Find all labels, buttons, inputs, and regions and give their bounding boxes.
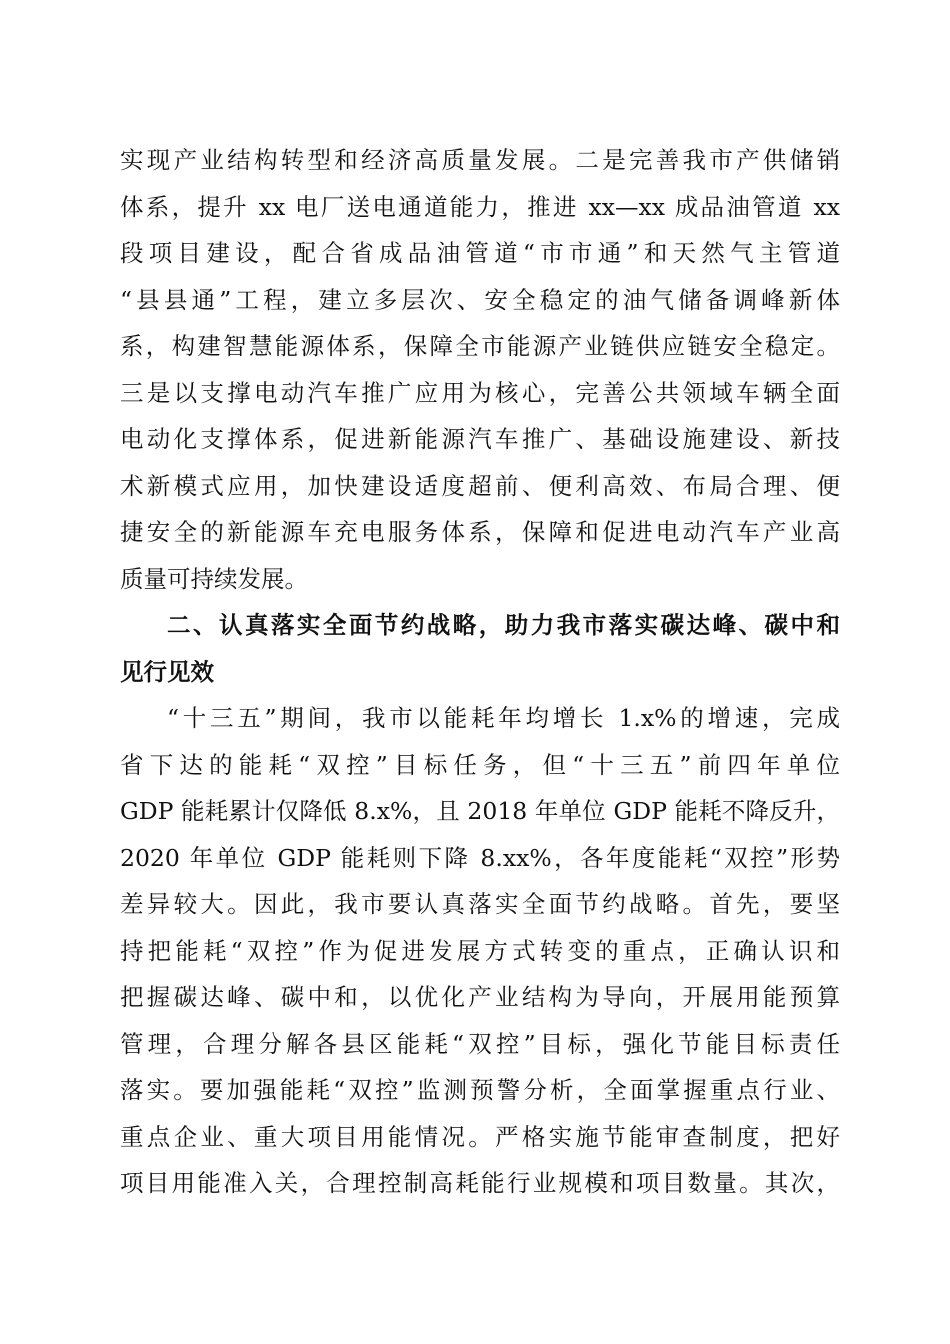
text-line: 省下达的能耗“双控”目标任务，但“十三五”前四年单位 (120, 751, 840, 779)
text-line: 体系，提升 xx 电厂送电通道能力，推进 xx—xx 成品油管道 xx (120, 193, 840, 221)
text-line: 差异较大。因此，我市要认真落实全面节约战略。首先，要坚 (120, 890, 840, 918)
text-line: 术新模式应用，加快建设适度超前、便利高效、布局合理、便 (120, 472, 840, 500)
heading-line: 二、认真落实全面节约战略，助力我市落实碳达峰、碳中和 (167, 611, 840, 639)
text-line: 重点企业、重大项目用能情况。严格实施节能审查制度，把好 (120, 1123, 840, 1151)
heading-line: 见行见效 (120, 658, 214, 686)
text-line: 把握碳达峰、碳中和，以优化产业结构为导向，开展用能预算 (120, 983, 840, 1011)
text-line: 系，构建智慧能源体系，保障全市能源产业链供应链安全稳定。 (120, 332, 840, 360)
text-line: 实现产业结构转型和经济高质量发展。二是完善我市产供储销 (120, 146, 840, 174)
text-line: 管理，合理分解各县区能耗“双控”目标，强化节能目标责任 (120, 1030, 840, 1058)
text-line: 段项目建设，配合省成品油管道“市市通”和天然气主管道 (120, 239, 840, 267)
text-line: 持把能耗“双控”作为促进发展方式转变的重点，正确认识和 (120, 937, 840, 965)
text-line: 三是以支撑电动汽车推广应用为核心，完善公共领域车辆全面 (120, 379, 840, 407)
text-line: 质量可持续发展。 (120, 565, 308, 593)
text-line: “县县通”工程，建立多层次、安全稳定的油气储备调峰新体 (120, 286, 840, 314)
text-line: 项目用能准入关，合理控制高耗能行业规模和项目数量。其次， (120, 1169, 840, 1197)
text-line: “十三五”期间，我市以能耗年均增长 1.x%的增速，完成 (167, 704, 840, 732)
text-line: 落实。要加强能耗“双控”监测预警分析，全面掌握重点行业、 (120, 1076, 840, 1104)
text-line: 2020 年单位 GDP 能耗则下降 8.xx%，各年度能耗“双控”形势 (120, 844, 840, 872)
text-line: 捷安全的新能源车充电服务体系，保障和促进电动汽车产业高 (120, 518, 840, 546)
text-line: 电动化支撑体系，促进新能源汽车推广、基础设施建设、新技 (120, 425, 840, 453)
text-line: GDP 能耗累计仅降低 8.x%，且 2018 年单位 GDP 能耗不降反升， (120, 797, 840, 825)
